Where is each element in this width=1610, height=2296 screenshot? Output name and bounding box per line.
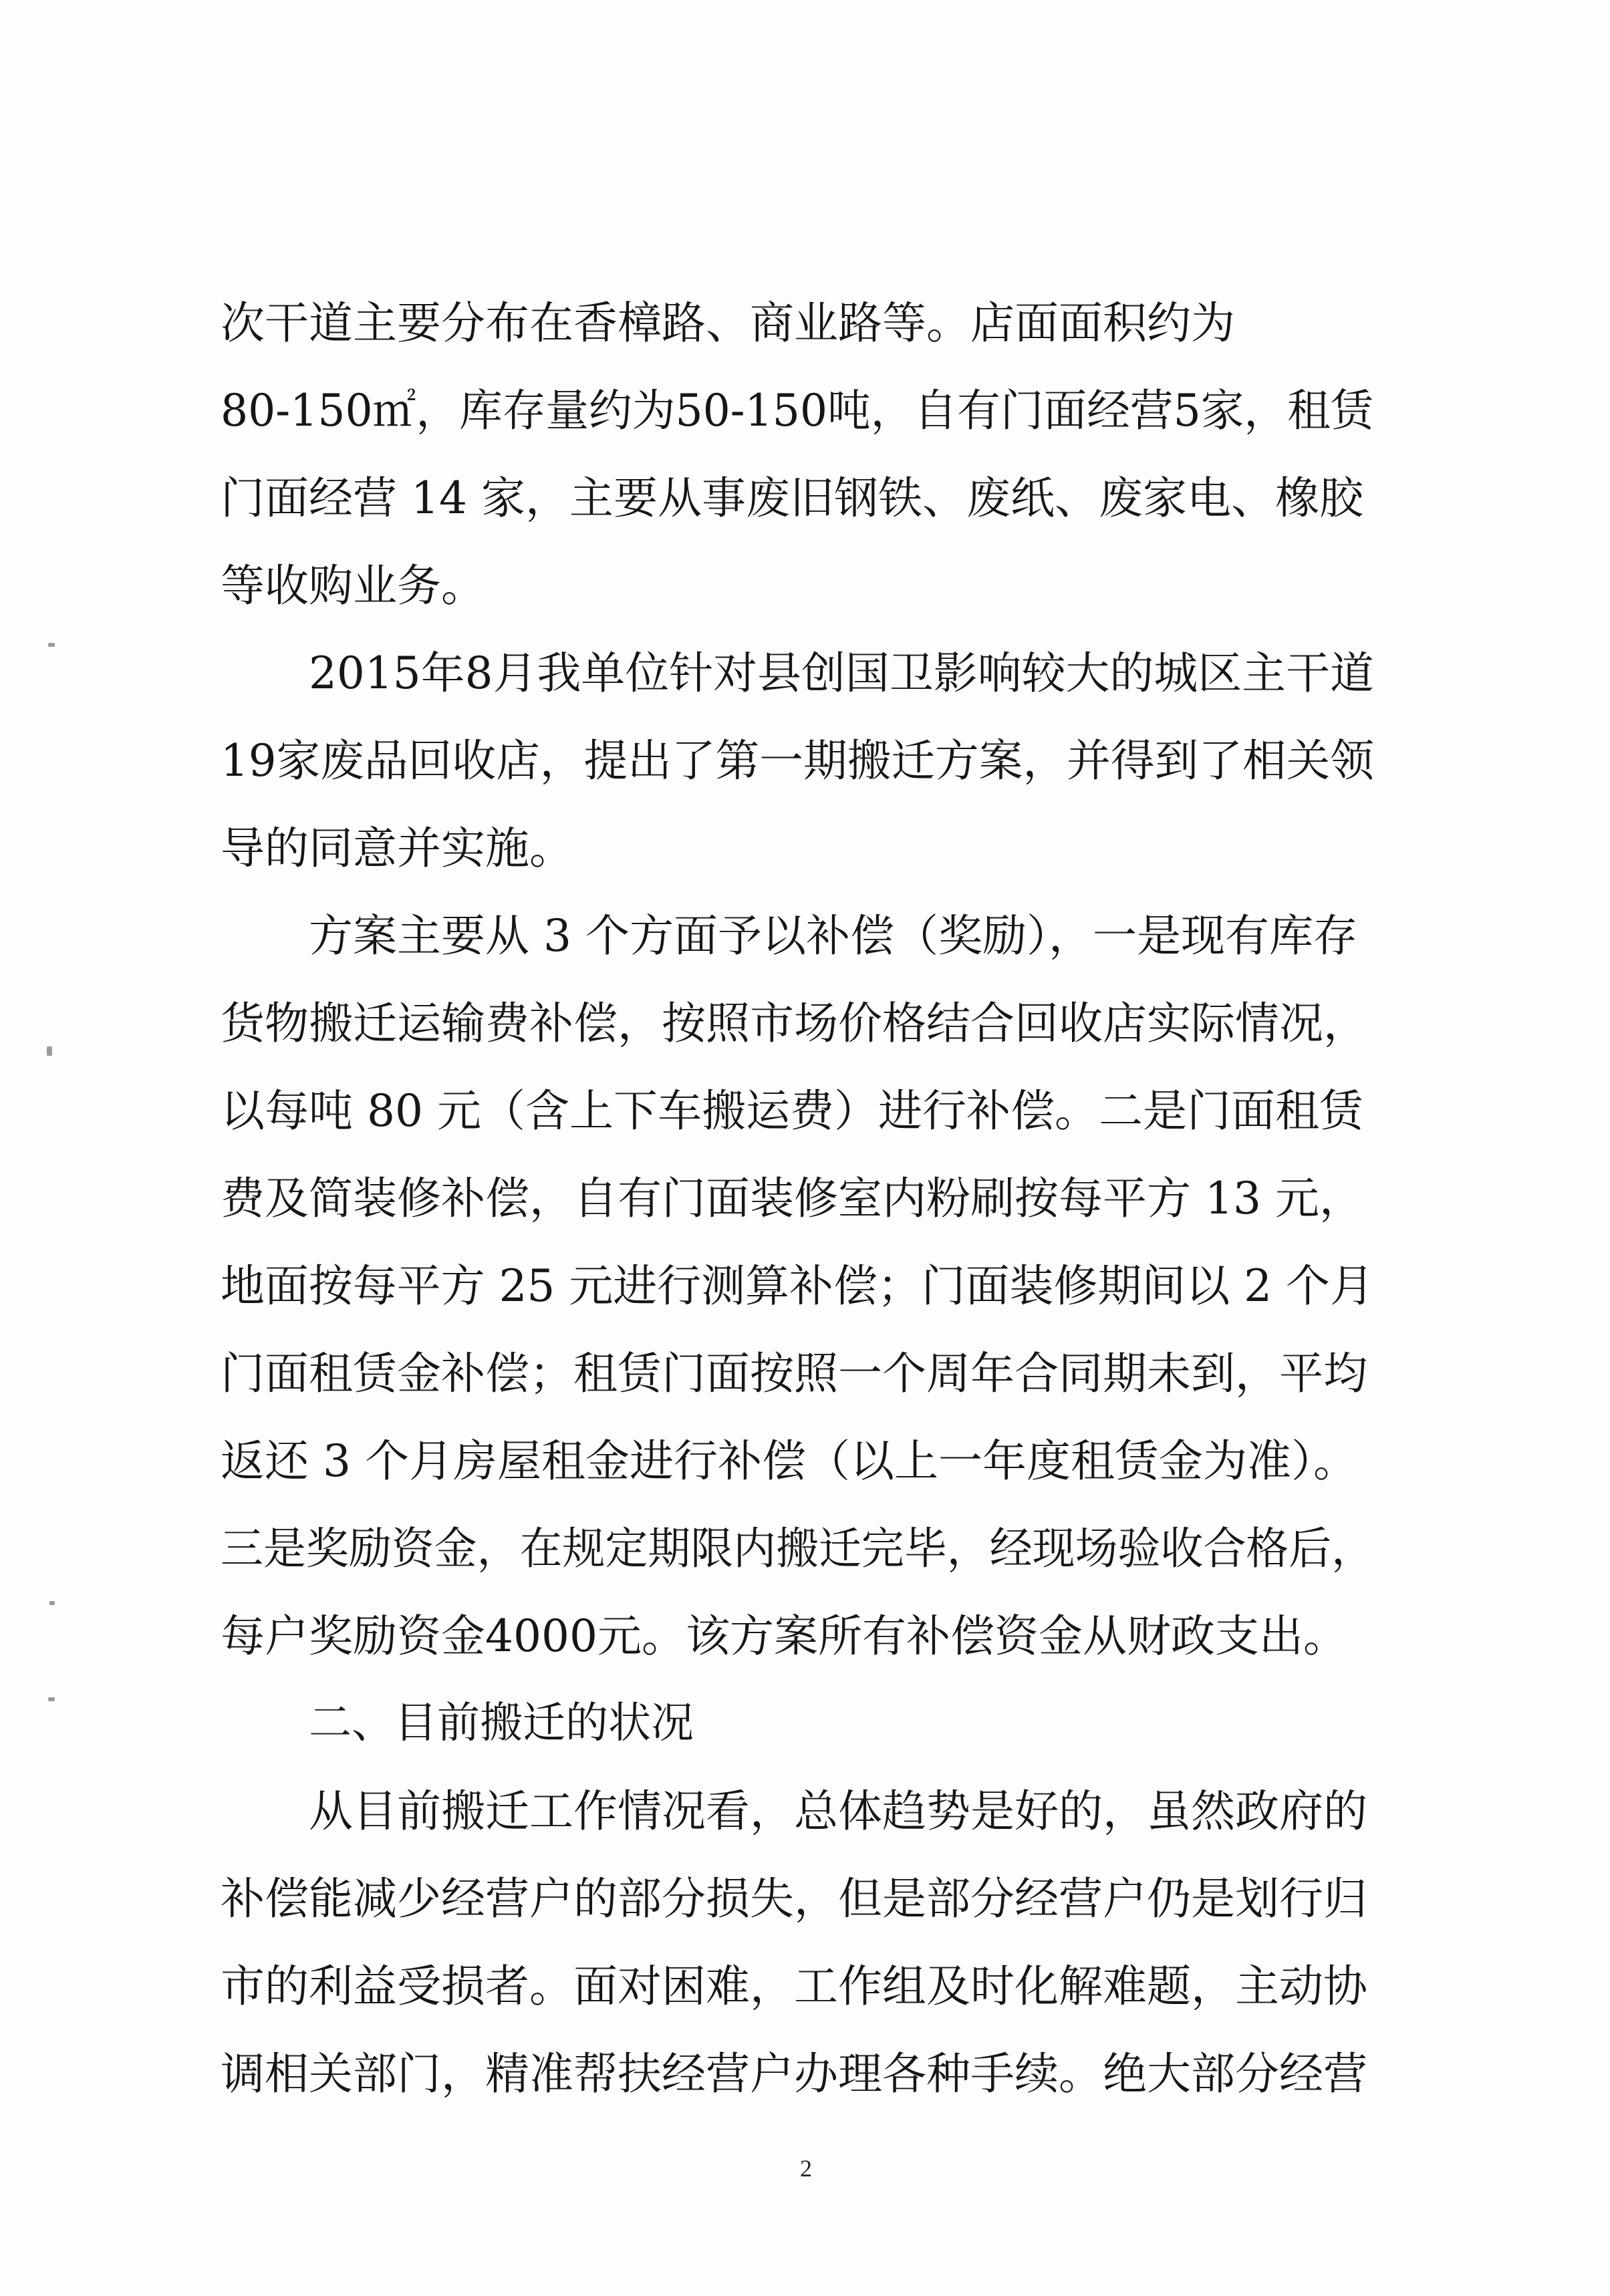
scan-mark <box>48 1697 55 1701</box>
text-line: 调相关部门，精准帮扶经营户办理各种手续。绝大部分经营 <box>221 2048 1367 2100</box>
text-line: 80-150㎡，库存量约为50-150吨，自有门面经营5家，租赁 <box>221 385 1374 436</box>
scan-mark <box>48 643 55 647</box>
page-number: 2 <box>800 2155 812 2182</box>
text-line: 等收购业务。 <box>221 560 485 611</box>
text-line: 19家废品回收店，提出了第一期搬迁方案，并得到了相关领 <box>221 735 1374 786</box>
text-line: 货物搬迁运输费补偿，按照市场价格结合回收店实际情况， <box>221 998 1367 1049</box>
text-line: 补偿能减少经营户的部分损失，但是部分经营户仍是划行归 <box>221 1873 1367 1924</box>
document-body <box>221 279 1374 2118</box>
text-line: 市的利益受损者。面对困难，工作组及时化解难题，主动协 <box>221 1961 1367 2012</box>
text-line: 三是奖励资金，在规定期限内搬迁完毕，经现场验收合格后， <box>221 1523 1374 1574</box>
scan-mark <box>49 1601 55 1605</box>
text-line: 地面按每平方 25 元进行测算补偿；门面装修期间以 2 个月 <box>221 1260 1374 1312</box>
text-line: 门面租赁金补偿；租赁门面按照一个周年合同期未到，平均 <box>221 1348 1367 1399</box>
text-line: 返还 3 个月房屋租金进行补偿（以上一年度租赁金为准）。 <box>221 1435 1357 1487</box>
paragraph-first-line: 2015年8月我单位针对县创国卫影响较大的城区主干道 <box>309 648 1374 699</box>
text-line: 费及简装修补偿，自有门面装修室内粉刷按每平方 13 元， <box>221 1173 1363 1224</box>
scan-mark <box>47 1046 52 1056</box>
section-heading: 二、目前搬迁的状况 <box>309 1699 694 1748</box>
text-line: 每户奖励资金4000元。该方案所有补偿资金从财政支出。 <box>221 1610 1347 1662</box>
paragraph-first-line: 方案主要从 3 个方面予以补偿（奖励），一是现有库存 <box>309 910 1357 962</box>
text-line: 以每吨 80 元（含上下车搬运费）进行补偿。二是门面租赁 <box>221 1085 1363 1137</box>
paragraph-first-line: 从目前搬迁工作情况看，总体趋势是好的，虽然政府的 <box>309 1785 1367 1837</box>
text-line: 导的同意并实施。 <box>221 823 573 874</box>
text-line: 门面经营 14 家，主要从事废旧钢铁、废纸、废家电、橡胶 <box>221 472 1363 524</box>
text-line: 次干道主要分布在香樟路、商业路等。店面面积约为 <box>221 297 1235 349</box>
